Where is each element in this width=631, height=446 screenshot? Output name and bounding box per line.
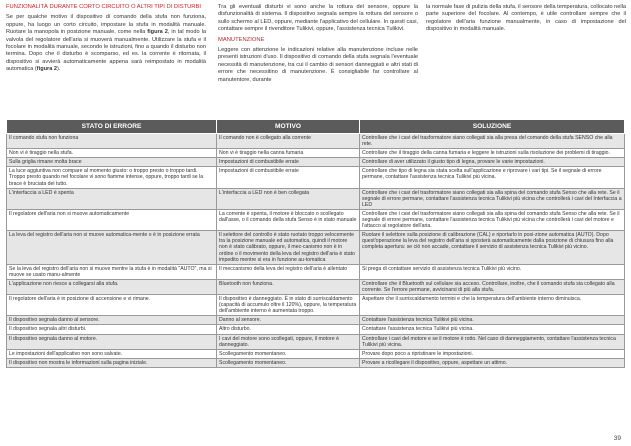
reason-cell: Impostazioni di combustibile errate <box>217 167 360 188</box>
error-cell: Il regolatore dell'aria è in posizione di accensione e vi rimane. <box>7 295 217 316</box>
reason-cell: I cavi del motore sono scollegati, oppure, il motore è danneggiato. <box>217 334 360 349</box>
error-cell: La luce aggiuntiva non compare al momento giusto: o troppo presto o troppo tardi. Troppo presto quando nel focolare vi sono fiamme intense, oppure, troppo tardi se la brace è bruciata del tutto. <box>7 167 217 188</box>
paragraph-disturbances: Tra gli eventuali disturbi vi sono anche la rottura del sensore, oppure la disfunzionalità di sistema. Il dispositivo segnala sempre la rottura del sensore o sullo schermo al LED, oppure, mediante l'applicativo del cellulare. In questi casi, contattare sempre il rivenditore Tulikivi, oppure, l'assistenza tecnica Tulikivi. <box>218 4 418 33</box>
reason-cell: L'interfaccia a LED non è ben collegata <box>217 188 360 209</box>
table-row <box>7 325 625 334</box>
page-number: 39 <box>613 435 621 442</box>
reason-cell: Il dispositivo è danneggiato. È in stato di surriscaldamento (capacità di accumulo oltre il 120%), oppure, la temperatura dell'ambiente interno è aumentata troppo. <box>217 295 360 316</box>
header-reason: MOTIVO <box>217 120 360 134</box>
solution-cell: Controllare che i cavi del trasformatore siano collegati sia alla spina del comando stufa Senso che alla rete. Se il segnale di errore permane, contattare l'assistenza tecnica Tulikivi più vicina che controllerà i cavi del Interfaccia a LED <box>360 188 625 209</box>
error-cell: Non vi è tiraggio nella stufa. <box>7 149 217 158</box>
table-row <box>7 264 625 279</box>
table-row <box>7 279 625 294</box>
header-solution: SOLUZIONE <box>360 120 625 134</box>
table-header-row <box>7 120 625 134</box>
reason-cell: Danno al sensore. <box>217 316 360 325</box>
reason-cell: Il comando non è collegato alla corrente <box>217 134 360 149</box>
paragraph-short-circuit: Se per qualche motivo il dispositivo di comando della stufa non funziona, oppure, ha luogo un corto circuito, impostare la stufa in modalità manuale. Ruotare la manopola in posizione manuale, come nella figura 2, in tal modo la valvola del regolatore dell'aria si muoverà manualmente. Utilizzare la stufa e il focolare in modalità manuale, secondo le istruzioni, fino a quando il disturbo non termina. Dopo che il disturbo è scomparso, ed es. la corrente è ritornata, il dispositivo si avvierà automaticamente appena sarà reimpostato in modalità automatica (figura 2). <box>6 14 206 73</box>
reason-cell: Il selettore del controllo è stato ruotato troppo velocemente tra la posizione manuale ed automatica, quindi il motore non è stato calibrato, oppure, il mec-canismo non è in ordine o il movimento della leva del registro dell'aria è stato impedito mentre si era in funzione au-tomatica <box>217 231 360 264</box>
paragraph-maintenance: Leggere con attenzione le indicazioni relative alla manutenzione incluse nelle presenti istruzioni d'uso. Il dispositivo di comando della stufa segnala l'eventuale necessità di manutenzione, tra cui il cambio di sensori danneggiati e altri stati di errore che necessitino di manutenzione. È consigliabile far controllare al manutentore, durante <box>218 47 418 83</box>
solution-cell: Controllare i cavi del motore e se il motore è rotto. Nel caso di danneggiamento, contattare l'assistenza tecnica Tulikivi più vicina. <box>360 334 625 349</box>
reason-cell: Scollegamento momentaneo. <box>217 358 360 367</box>
solution-cell: Contattare l'assistenza tecnica Tulikivi più vicina. <box>360 316 625 325</box>
reason-cell: Impostazioni di combustibile errate <box>217 158 360 167</box>
table-row <box>7 334 625 349</box>
solution-cell: Si prega di contattare servizio di assistenza tecnica Tulikivi più vicino. <box>360 264 625 279</box>
table-row <box>7 188 625 209</box>
error-cell: Se la leva del registro dell'aria non si muove mentre la stufa è in modalità "AUTO", ma si muove se usato manu-almente <box>7 264 217 279</box>
table-row <box>7 316 625 325</box>
table-row <box>7 167 625 188</box>
table-row <box>7 158 625 167</box>
solution-cell: Controllare che il tiraggio della canna fumaria e leggere le istruzioni sulla risoluzione dei problemi di tiraggio. <box>360 149 625 158</box>
table-row <box>7 295 625 316</box>
error-cell: Il comando stufa non funziona <box>7 134 217 149</box>
solution-cell: Controllare di aver utilizzato il giusto tipo di legna, provare le varie impostazioni. <box>360 158 625 167</box>
reason-cell: Scollegamento momentaneo. <box>217 349 360 358</box>
heading-short-circuit: FUNZIONALITÀ DURANTE CORTO CIRCUITO O ALTRI TIPI DI DISTURBI <box>6 4 201 10</box>
solution-cell: Controllare che i cavi del trasformatore siano collegati sia alla spina del comando stufa Senso che alla rete. Se il segnale di errore permane, contattare l'assistenza tecnica Tulikivi più vicina che controllerà i cavi del motore e l'attacco al regolatore dell'aria. <box>360 209 625 230</box>
table-row <box>7 358 625 367</box>
solution-cell: Provare a ricollegare il dispositivo, oppure, aspettare un attimo. <box>360 358 625 367</box>
reason-cell: Bluetooth non funziona. <box>217 279 360 294</box>
error-cell: Le impostazioni dell'applicativo non sono salvate. <box>7 349 217 358</box>
error-table <box>6 119 625 368</box>
reason-cell: Non vi è tiraggio nella canna fumaria <box>217 149 360 158</box>
error-cell: L'interfaccia a LED è spenta <box>7 188 217 209</box>
column-right <box>426 4 626 34</box>
heading-maintenance: MANUTENZIONE <box>218 36 265 43</box>
solution-cell: Contattare l'assistenza tecnica Tulikivi più vicina. <box>360 325 625 334</box>
solution-cell: Provare dopo poco a ripristinare le impostazioni. <box>360 349 625 358</box>
error-cell: L'applicazione non riesce a collegarsi alla stufa. <box>7 279 217 294</box>
solution-cell: Aspettare che il surriscaldamento termini e che la temperatura dell'ambiente interno diminuisca. <box>360 295 625 316</box>
error-cell: Il dispositivo segnala altri disturbi. <box>7 325 217 334</box>
error-cell: Il regolatore dell'aria non si muove automaticamente <box>7 209 217 230</box>
header-error-state: STATO DI ERRORE <box>7 120 217 134</box>
solution-cell: Controllare che i cavi del trasformatore siano collegati sia alla presa del comando della stufa SENSO che alla rete. <box>360 134 625 149</box>
solution-cell: Controllare che il Bluetooth sul cellulare sia acceso. Controllare, inoltre, che il comando stufa sia collegato alla corrente. Se l'errore permane, avvicinarsi di più alla stufa. <box>360 279 625 294</box>
column-left <box>6 4 206 74</box>
error-cell: Sulla griglia rimane molta brace <box>7 158 217 167</box>
paragraph-maintenance-continued: la normale fase di pulizia della stufa, il sensore della temperatura, collocato nella parte superiore del focolare. Al contempo, è utile controllare sempre che il regolatore dell'aria funzione manualmente, in caso di impostazione del dispositivo in modalità manuale. <box>426 4 626 33</box>
solution-cell: Ruotare il selettore sulla posizione di calibrazione (CAL) e riportarlo in posi-zione automatica (AUTO). Dopo quest'operazione la leva del registro dell'aria si sposterà automaticamente dalla posizione di chiusura fino alla completa apertura: se ciò non accade, contattare il servizio di assistenza tecnica Tulikivi più vicino. <box>360 231 625 264</box>
error-cell: Il dispositivo segnala danno al motore. <box>7 334 217 349</box>
table-row <box>7 134 625 149</box>
table-row <box>7 209 625 230</box>
error-cell: La leva del registro dell'aria non si muove automatica-mente o è in posizione errata <box>7 231 217 264</box>
table-row <box>7 349 625 358</box>
table-row <box>7 149 625 158</box>
table-row <box>7 231 625 264</box>
reason-cell: La corrente è spenta, il motore è bloccato o scollegato dall'asse, o il comando della stufa Senso è in stato manuale <box>217 209 360 230</box>
reason-cell: Altro disturbo. <box>217 325 360 334</box>
reason-cell: Il meccanismo della leva del registro dell'aria è allentato <box>217 264 360 279</box>
solution-cell: Controllare che tipo di legna sia stata scelta sull'applicazione e riprovare i vari tipi. Se il segnale di errore permane, contattare l'assistenza tecnica Tulikivi più vicina. <box>360 167 625 188</box>
error-cell: Il dispositivo segnala danno al sensore. <box>7 316 217 325</box>
error-cell: Il dispositivo non mostra le informazioni sulla pagina iniziale. <box>7 358 217 367</box>
column-middle <box>218 4 418 84</box>
